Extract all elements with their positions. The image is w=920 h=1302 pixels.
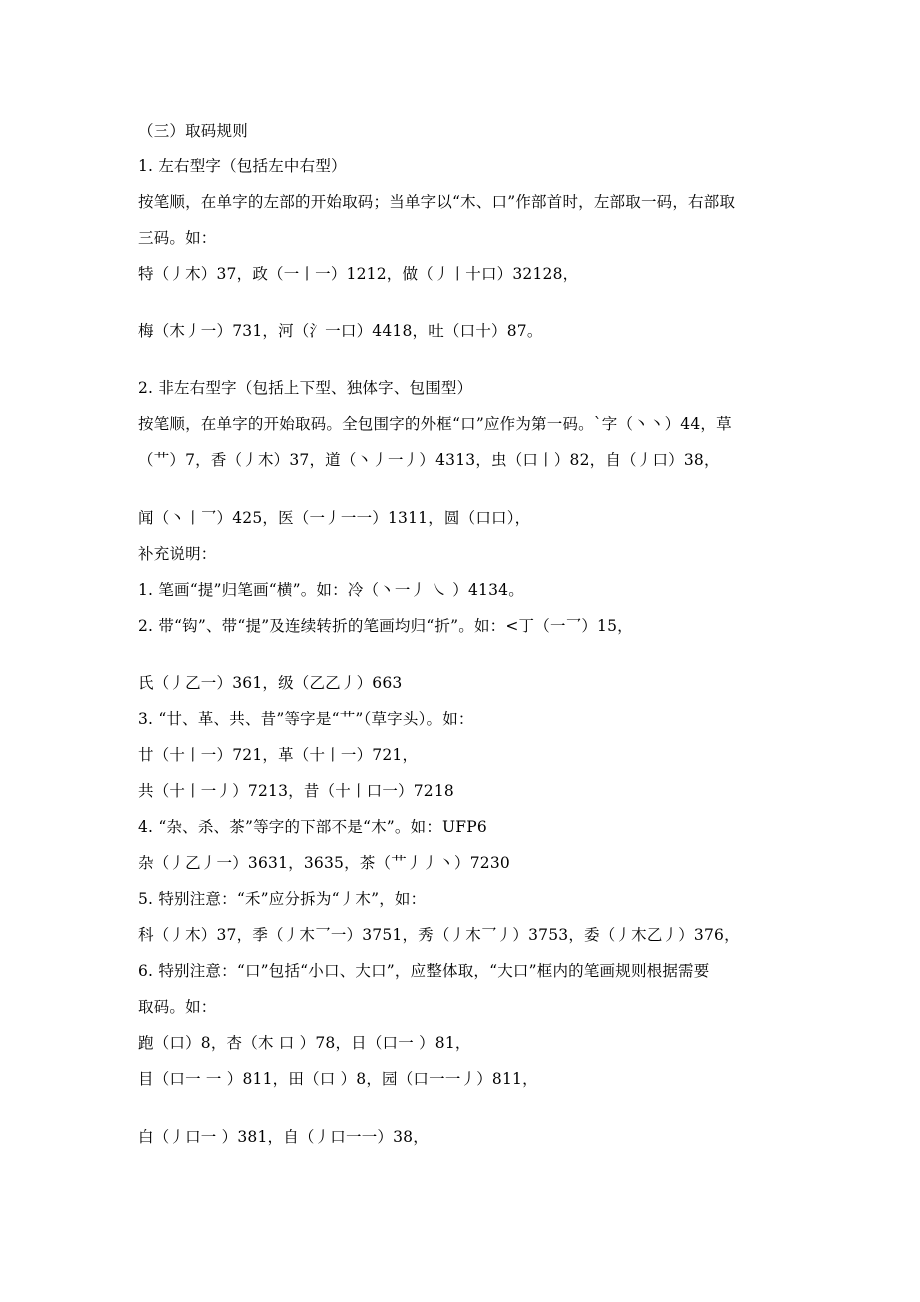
rule-1-text: 按笔顺，在单字的左部的开始取码；当单字以“木、口”作部首时，左部取一码，右部取: [138, 193, 736, 211]
supplement-item-4: 4. “杂、杀、茶”等字的下部不是“木”。如：UFP6: [138, 818, 487, 836]
supplement-item-3-examples-continued: 共（十丨一丿）7213，昔（十丨口一）7218: [138, 782, 454, 800]
supplement-item-2-examples: 氏（丿乙一）361，级（乙乙丿）663: [138, 674, 403, 692]
rule-2-examples: （艹）7，香（丿木）37，道（丶丿一丿）4313，虫（口丨）82，自（丿口）38，: [138, 451, 720, 469]
rule-2-examples-continued: 闻（丶丨乛）425，医（一丿一一）1311，圆（口口），: [138, 509, 531, 527]
supplement-item-3-examples: 廿（十丨一）721，革（十丨一）721，: [138, 746, 419, 764]
supplement-item-6-continued: 取码。如：: [138, 998, 217, 1016]
rule-2-heading: 2. 非左右型字（包括上下型、独体字、包围型）: [138, 379, 473, 397]
supplement-item-3: 3. “廿、革、共、昔”等字是“艹”（草字头）。如：: [138, 710, 474, 728]
supplement-item-2: 2. 带“钩”、带“提”及连续转折的笔画均归“折”。如：<丁（一乛）15，: [138, 617, 633, 635]
supplement-item-1: 1. 笔画“提”归笔画“横”。如：冷（丶一丿 ㇏ ）4134。: [138, 581, 524, 599]
supplement-heading: 补充说明：: [138, 545, 217, 563]
rule-1-examples: 特（丿木）37，政（一丨一）1212，做（丿丨十口）32128，: [138, 265, 579, 283]
rule-1-heading: 1. 左右型字（包括左中右型）: [138, 157, 347, 175]
rule-1-text-continued: 三码。如：: [138, 229, 217, 247]
rule-2-text: 按笔顺，在单字的开始取码。全包围字的外框“口”应作为第一码。`字（丶丶）44，草: [138, 415, 732, 433]
supplement-item-5-examples: 科（丿木）37，季（丿木乛一）3751，秀（丿木乛丿）3753，委（丿木乙丿）376，: [138, 926, 740, 944]
supplement-item-6: 6. 特别注意：“口”包括“小口、大口”，应整体取，“大口”框内的笔画规则根据需要: [138, 962, 710, 980]
supplement-item-5: 5. 特别注意：“禾”应分拆为“丿木”，如：: [138, 890, 427, 908]
supplement-item-4-examples: 杂（丿乙丿一）3631，3635，茶（艹丿丿丶）7230: [138, 854, 510, 872]
rule-1-examples-continued: 梅（木丿一）731，河（氵一口）4418，吐（口十）87。: [138, 322, 543, 340]
supplement-item-6-examples-final: 白（丿口一 ）381，自（丿口一一）38，: [138, 1128, 429, 1146]
supplement-item-6-examples: 跑（口）8，杏（木 口 ）78，日（口一 ）81，: [138, 1034, 471, 1052]
section-heading: （三）取码规则: [138, 122, 248, 140]
supplement-item-6-examples-continued: 目（口一 一 ）811，田（口 ）8，园（口一一丿）811，: [138, 1070, 538, 1088]
